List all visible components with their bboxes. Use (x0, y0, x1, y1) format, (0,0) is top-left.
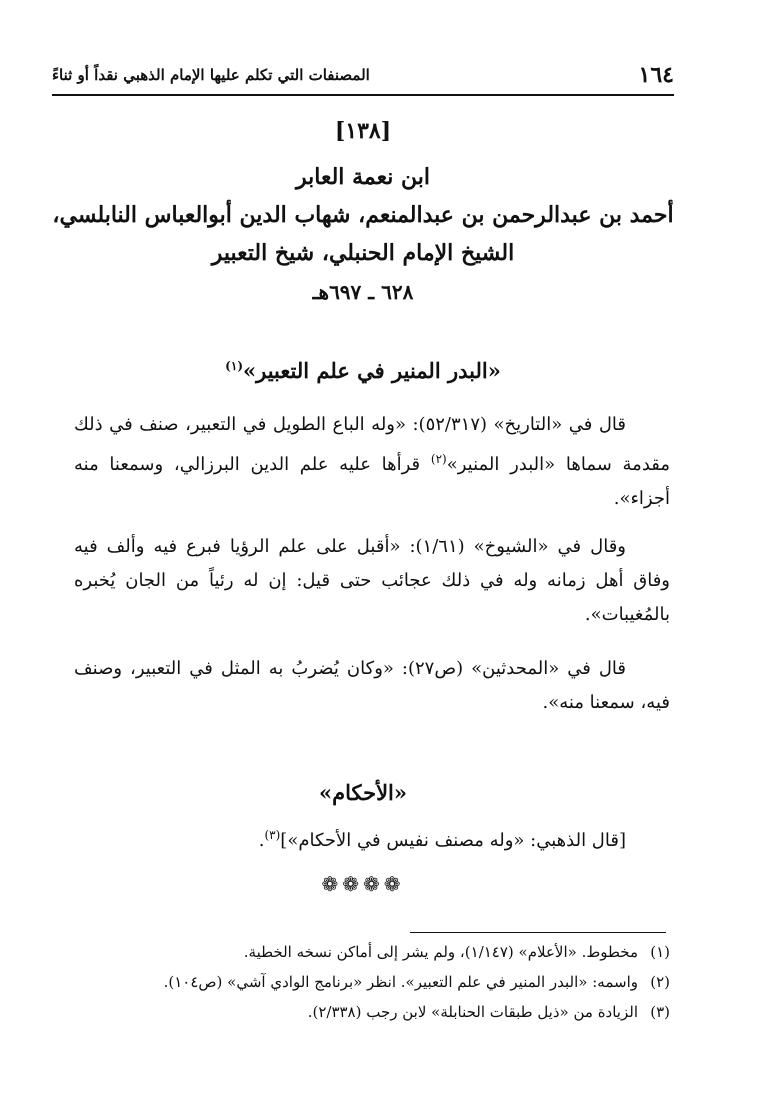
section-title-text: «البدر المنير في علم التعبير» (243, 358, 501, 383)
footnote-number: (١) (650, 943, 670, 961)
footnote-number: (٣) (650, 1003, 670, 1021)
paragraph-text: قال في «التاريخ» (٥٢/٣١٧): «وله الباع الطويل في التعبير، صنف في ذلك مقدمة سماها «البدر المنير» (74, 414, 671, 475)
footnote-divider (410, 932, 666, 933)
footnote-ref-1: (١) (225, 359, 243, 373)
footnote-text: مخطوط. «الأعلام» (١/١٤٧)، ولم يشر إلى أماكن نسخه الخطية. (243, 943, 638, 961)
paragraph-muhaddithin: قال في «المحدثين» (ص٢٧): «وكان يُضربُ به المثل في التعبير، وصنف فيه، سمعنا منه». (74, 658, 670, 713)
page-number: ١٦٤ (638, 62, 674, 88)
footnote-1 (60, 938, 670, 966)
footnote-3 (60, 998, 670, 1026)
footnote-text: واسمه: «البدر المنير في علم التعبير». انظر «برنامج الوادي آشي» (ص١٠٤). (163, 973, 638, 991)
running-title: المصنفات التي تكلم عليها الإمام الذهبي نقداً أو ثناءً (52, 66, 370, 84)
paragraph-tarikh (74, 408, 670, 516)
section-separator: ❁❁❁❁ (321, 872, 405, 896)
entry-full-name-line1: أحمد بن عبدالرحمن بن عبدالمنعم، شهاب الدين أبوالعباس النابلسي، (52, 202, 674, 228)
entry-dates: ٦٢٨ ـ ٦٩٧هـ (312, 280, 414, 304)
section-title-ahkam: «الأحكام» (318, 780, 408, 805)
footnote-ref-3: (٣) (264, 828, 281, 842)
footnote-number: (٢) (650, 973, 670, 991)
footnote-text: الزيادة من «ذيل طبقات الحنابلة» لابن رجب (٢/٣٣٨). (307, 1003, 638, 1021)
section-title-badr-munir (52, 358, 674, 383)
paragraph-text-cont: قرأها عليه علم الدين البرزالي، وسمعنا منه أجزاء». (74, 454, 670, 509)
paragraph-text: [قال الذهبي: «وله مصنف نفيس في الأحكام»] (280, 830, 626, 851)
paragraph-end: . (258, 830, 265, 851)
entry-short-name: ابن نعمة العابر (296, 164, 430, 190)
paragraph-shuyukh: وقال في «الشيوخ» (١/٦١): «أقبل على علم الرؤيا فبرع فيه وألف فيه وفاق أهل زمانه وله في ذلك عجائب حتى قيل: إن له رئياً من الجان يُخبره بالمُغيبات». (74, 536, 670, 625)
running-header (52, 58, 674, 96)
entry-number: [١٣٨] (334, 118, 392, 144)
paragraph-ahkam (74, 818, 670, 858)
footnote-2 (60, 968, 670, 996)
entry-full-name-line2: الشيخ الإمام الحنبلي، شيخ التعبير (211, 240, 515, 266)
footnote-ref-2: (٢) (430, 452, 447, 466)
